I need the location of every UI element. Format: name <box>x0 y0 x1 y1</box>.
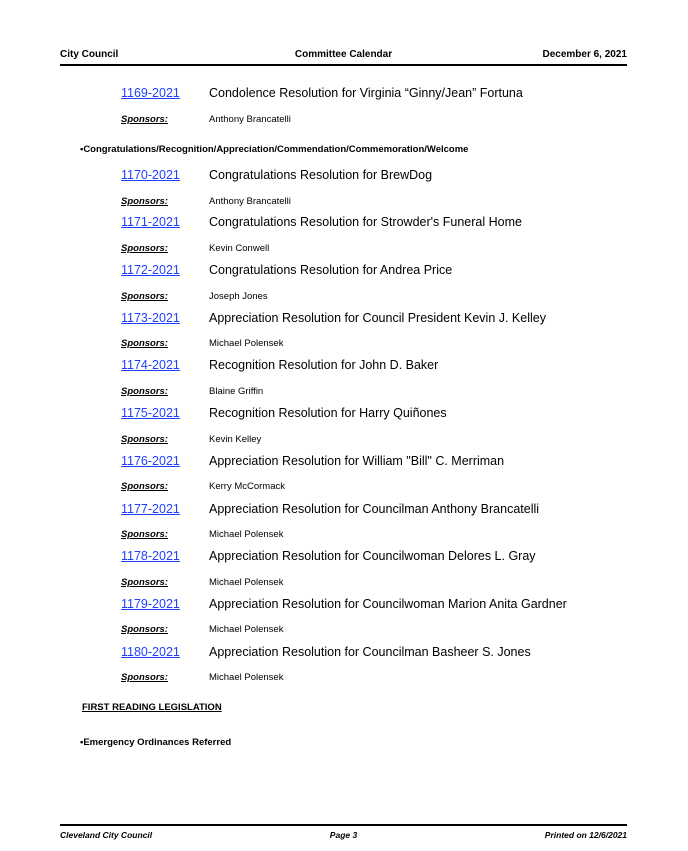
legislation-item <box>121 597 621 615</box>
item-title: Appreciation Resolution for Councilwoman Delores L. Gray <box>209 549 536 563</box>
sponsor-name: Michael Polensek <box>209 338 284 349</box>
legislation-item <box>121 311 621 329</box>
file-number-link[interactable]: 1173-2021 <box>121 311 180 325</box>
footer-printed-date: Printed on 12/6/2021 <box>544 830 627 840</box>
sponsor-row <box>121 434 621 452</box>
sponsor-name: Kevin Kelley <box>209 434 262 445</box>
file-number-link[interactable]: 1177-2021 <box>121 502 180 516</box>
legislation-item <box>121 263 621 281</box>
header-title: Committee Calendar <box>294 49 393 60</box>
sponsors-label: Sponsors: <box>121 481 168 492</box>
sponsor-name: Joseph Jones <box>209 291 268 302</box>
sponsors-label: Sponsors: <box>121 243 168 254</box>
legislation-item <box>121 86 621 104</box>
page-header <box>60 49 627 65</box>
header-date: December 6, 2021 <box>542 49 627 60</box>
legislation-item <box>121 549 621 567</box>
item-title: Condolence Resolution for Virginia “Ginny/Jean” Fortuna <box>209 86 523 100</box>
item-title: Appreciation Resolution for Council President Kevin J. Kelley <box>209 311 546 325</box>
item-title: Appreciation Resolution for William "Bill" C. Merriman <box>209 454 505 468</box>
file-number-link[interactable]: 1170-2021 <box>121 168 180 182</box>
sponsor-name: Michael Polensek <box>209 577 284 588</box>
footer-rule <box>60 824 627 826</box>
sponsor-name: Anthony Brancatelli <box>209 114 291 125</box>
file-number-link[interactable]: 1174-2021 <box>121 358 180 372</box>
sponsor-name: Michael Polensek <box>209 624 284 635</box>
sponsor-name: Kevin Conwell <box>209 243 270 254</box>
sponsor-row <box>121 624 621 642</box>
footer-page-number: Page 3 <box>329 830 358 840</box>
header-rule <box>60 64 627 66</box>
file-number-link[interactable]: 1179-2021 <box>121 597 180 611</box>
legislation-item <box>121 406 621 424</box>
section-heading-congratulations: •Congratulations/Recognition/Appreciation/Commendation/Commemoration/Welcome <box>80 144 469 155</box>
sponsors-label: Sponsors: <box>121 196 168 207</box>
sponsor-row <box>121 529 621 547</box>
legislation-item <box>121 358 621 376</box>
file-number-link[interactable]: 1169-2021 <box>121 86 180 100</box>
sponsors-label: Sponsors: <box>121 434 168 445</box>
legislation-item <box>121 454 621 472</box>
header-org: City Council <box>60 49 119 60</box>
sponsor-name: Michael Polensek <box>209 672 284 683</box>
file-number-link[interactable]: 1180-2021 <box>121 645 180 659</box>
item-title: Recognition Resolution for Harry Quiñones <box>209 406 447 420</box>
file-number-link[interactable]: 1172-2021 <box>121 263 180 277</box>
sponsor-row <box>121 243 621 261</box>
sponsor-name: Michael Polensek <box>209 529 284 540</box>
item-title: Appreciation Resolution for Councilman Basheer S. Jones <box>209 645 531 659</box>
file-number-link[interactable]: 1178-2021 <box>121 549 180 563</box>
item-title: Appreciation Resolution for Councilman Anthony Brancatelli <box>209 502 540 516</box>
sponsor-name: Anthony Brancatelli <box>209 196 291 207</box>
sponsor-row <box>121 291 621 309</box>
section-heading-first-reading: FIRST READING LEGISLATION <box>82 702 222 713</box>
sponsor-row <box>121 481 621 499</box>
legislation-item <box>121 645 621 663</box>
sponsors-label: Sponsors: <box>121 386 168 397</box>
sponsor-row <box>121 386 621 404</box>
sponsors-label: Sponsors: <box>121 291 168 302</box>
footer-org: Cleveland City Council <box>60 830 153 840</box>
file-number-link[interactable]: 1175-2021 <box>121 406 180 420</box>
item-title: Appreciation Resolution for Councilwoman Marion Anita Gardner <box>209 597 567 611</box>
section-heading-emergency: •Emergency Ordinances Referred <box>80 737 232 748</box>
sponsor-row <box>121 577 621 595</box>
sponsors-label: Sponsors: <box>121 624 168 635</box>
sponsors-label: Sponsors: <box>121 114 168 125</box>
page-footer <box>60 830 627 844</box>
legislation-item <box>121 168 621 186</box>
file-number-link[interactable]: 1171-2021 <box>121 215 180 229</box>
legislation-item <box>121 215 621 233</box>
sponsor-name: Blaine Griffin <box>209 386 264 397</box>
item-title: Congratulations Resolution for Strowder's Funeral Home <box>209 215 522 229</box>
sponsor-row <box>121 196 621 214</box>
sponsor-name: Kerry McCormack <box>209 481 286 492</box>
sponsors-label: Sponsors: <box>121 672 168 683</box>
sponsor-row <box>121 338 621 356</box>
item-title: Congratulations Resolution for BrewDog <box>209 168 433 182</box>
sponsors-label: Sponsors: <box>121 577 168 588</box>
file-number-link[interactable]: 1176-2021 <box>121 454 180 468</box>
sponsor-row <box>121 114 621 132</box>
legislation-item <box>121 502 621 520</box>
item-title: Recognition Resolution for John D. Baker <box>209 358 439 372</box>
sponsors-label: Sponsors: <box>121 338 168 349</box>
sponsors-label: Sponsors: <box>121 529 168 540</box>
item-title: Congratulations Resolution for Andrea Price <box>209 263 453 277</box>
sponsor-row <box>121 672 621 690</box>
